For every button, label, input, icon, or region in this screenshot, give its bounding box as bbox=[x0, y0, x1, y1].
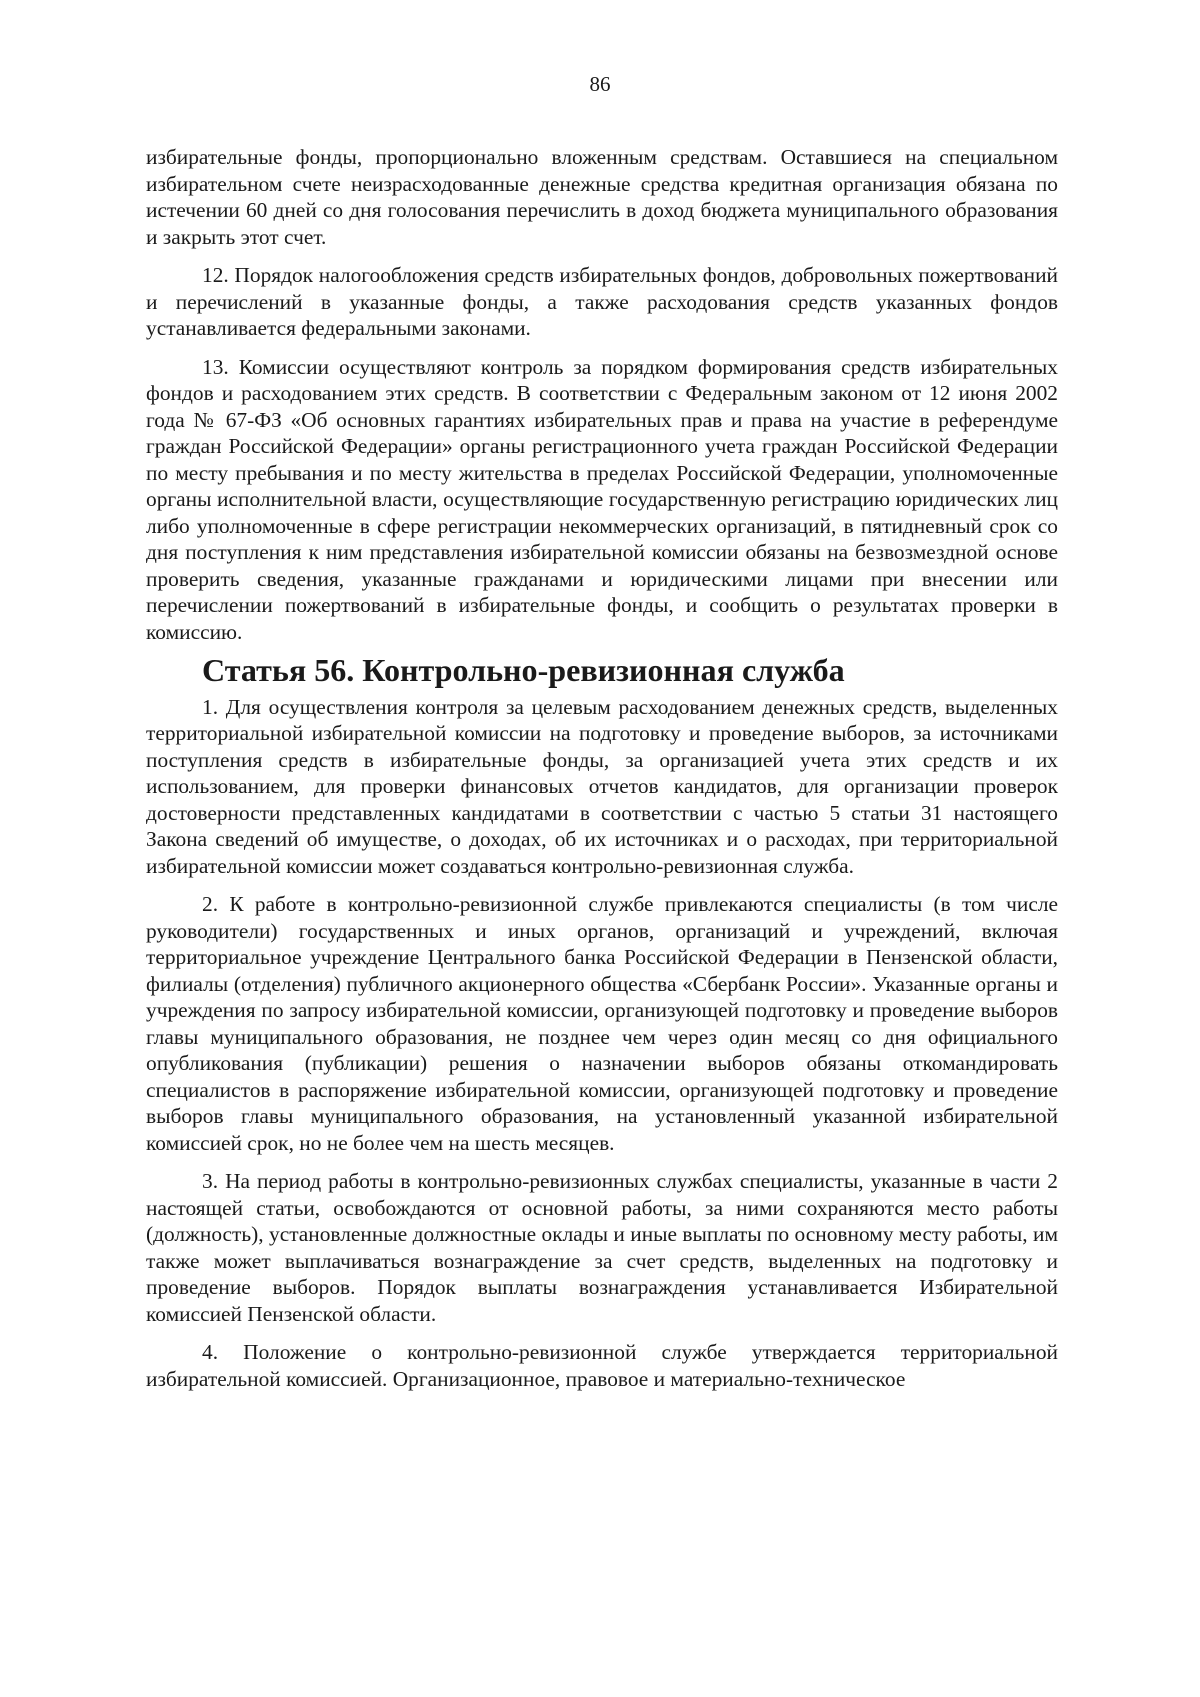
article-56-heading: Статья 56. Контрольно-ревизионная служба bbox=[202, 652, 845, 688]
article-56-paragraph-2: 2. К работе в контрольно-ревизионной службе привлекаются специалисты (в том числе руководители) государственных и иных органов, организаций и учреждений, включая территориальное учреждение Центрального банка Российской Федерации в Пензенской области, филиалы (отделения) публичного акционерного общества «Сбербанк России». Указанные органы и учреждения по запросу избирательной комиссии, организующей подготовку и проведение выборов главы муниципального образования, не позднее чем через один месяц со дня официального опубликования (публикации) решения о назначении выборов обязаны откомандировать специалистов в распоряжение избирательной комиссии, организующей подготовку и проведение выборов главы муниципального образования, на установленный указанной избирательной комиссией срок, но не более чем на шесть месяцев. bbox=[146, 892, 1058, 1155]
article-56-paragraph-3: 3. На период работы в контрольно-ревизионных службах специалисты, указанные в части 2 настоящей статьи, освобождаются от основной работы, за ними сохраняются место работы (должность), установленные должностные оклады и иные выплаты по основному месту работы, им также может выплачиваться вознаграждение за счет средств, выделенных на подготовку и проведение выборов. Порядок выплаты вознаграждения устанавливается Избирательной комиссией Пензенской области. bbox=[146, 1169, 1058, 1326]
paragraph-13: 13. Комиссии осуществляют контроль за порядком формирования средств избирательных фондов и расходованием этих средств. В соответствии с Федеральным законом от 12 июня 2002 года № 67-ФЗ «Об основных гарантиях избирательных прав и права на участие в референдуме граждан Российской Федерации» органы регистрационного учета граждан Российской Федерации по месту пребывания и по месту жительства в пределах Российской Федерации, уполномоченные органы исполнительной власти, осуществляющие государственную регистрацию юридических лиц либо уполномоченные в сфере регистрации некоммерческих организаций, в пятидневный срок со дня поступления к ним представления избирательной комиссии обязаны на безвозмездной основе проверить сведения, указанные гражданами и юридическими лицами при внесении или перечислении пожертвований в избирательные фонды, и сообщить о результатах проверки в комиссию. bbox=[146, 354, 1058, 644]
article-56-paragraph-4: 4. Положение о контрольно-ревизионной службе утверждается территориальной избирательной комиссией. Организационное, правовое и материально-техническое bbox=[146, 1340, 1058, 1391]
article-56-paragraph-1: 1. Для осуществления контроля за целевым расходованием денежных средств, выделенных территориальной избирательной комиссии на подготовку и проведение выборов, за источниками поступления средств в избирательные фонды, за организацией учета этих средств и их использованием, для проверки финансовых отчетов кандидатов, для организации проверок достоверности представленных кандидатами в соответствии с частью 5 статьи 31 настоящего Закона сведений об имуществе, о доходах, об их источниках и о расходах, при территориальной избирательной комиссии может создаваться контрольно-ревизионная служба. bbox=[146, 694, 1058, 878]
page-number: 86 bbox=[589, 72, 611, 96]
document-body bbox=[146, 144, 1058, 1404]
paragraph-12: 12. Порядок налогообложения средств избирательных фондов, добровольных пожертвований и перечислений в указанные фонды, а также расходования средств указанных фондов устанавливается федеральными законами. bbox=[146, 263, 1058, 340]
paragraph-continuation: избирательные фонды, пропорционально вложенным средствам. Оставшиеся на специальном избирательном счете неизрасходованные денежные средства кредитная организация обязана по истечении 60 дней со дня голосования перечислить в доход бюджета муниципального образования и закрыть этот счет. bbox=[146, 145, 1058, 249]
